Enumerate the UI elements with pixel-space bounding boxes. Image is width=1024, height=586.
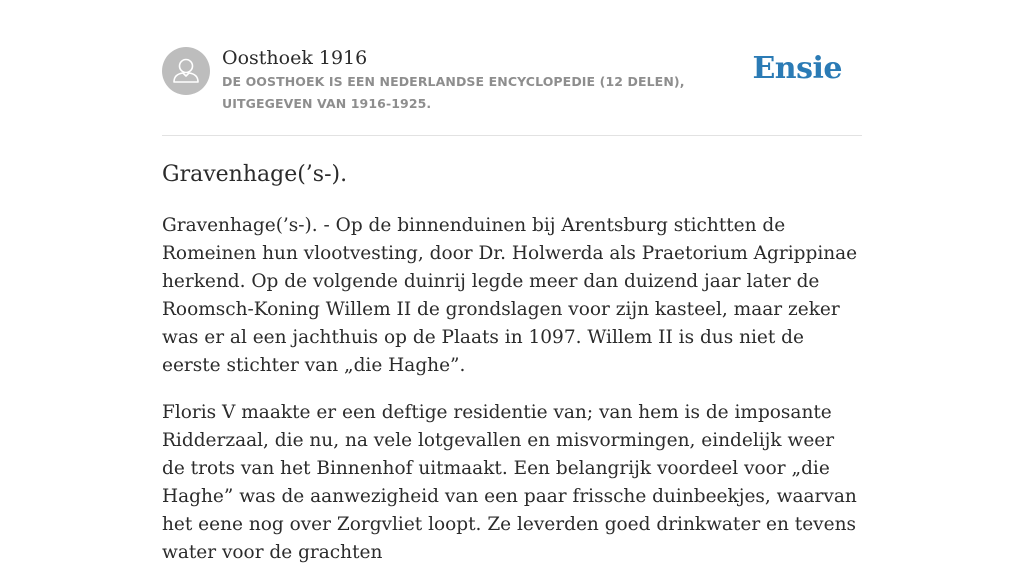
source-description: DE OOSTHOEK IS EEN NEDERLANDSE ENCYCLOPEDIE (12 DELEN), UITGEGEVEN VAN 1916-1925.: [222, 74, 685, 111]
entry-title: Gravenhage(’s-).: [162, 162, 348, 187]
entry-paragraph: Floris V maakte er een deftige residentie van; van hem is de imposante Ridderzaal, die nu, na vele lotgevallen en misvormingen, eindelijk weer de trots van het Binnenhof uitmaakt. Een belangrijk voordeel voor „die Haghe” was de aanwezigheid van een paar frissche duinbeekjes, waarvan het eene nog over Zorgvliet loopt. Ze leverden goed drinkwater en tevens water voor de grachten: [162, 402, 857, 563]
source-header: [162, 0, 862, 136]
user-silhouette-icon: [162, 47, 210, 95]
source-avatar[interactable]: [162, 47, 210, 95]
content-column: [162, 0, 862, 563]
source-name[interactable]: Oosthoek 1916: [222, 47, 368, 69]
source-info: [222, 45, 757, 115]
entry-paragraph: Gravenhage(’s-). - Op de binnenduinen bij Arentsburg stichtten de Romeinen hun vlootvesting, door Dr. Holwerda als Praetorium Agrippinae herkend. Op de volgende duinrij legde meer dan duizend jaar later de Roomsch-Koning Willem II de grondslagen voor zijn kasteel, maar zeker was er al een jachthuis op de Plaats in 1097. Willem II is dus niet de eerste stichter van „die Haghe”.: [162, 215, 858, 376]
brand-logo[interactable]: Ensie: [752, 51, 842, 86]
entry-body: [162, 212, 862, 586]
